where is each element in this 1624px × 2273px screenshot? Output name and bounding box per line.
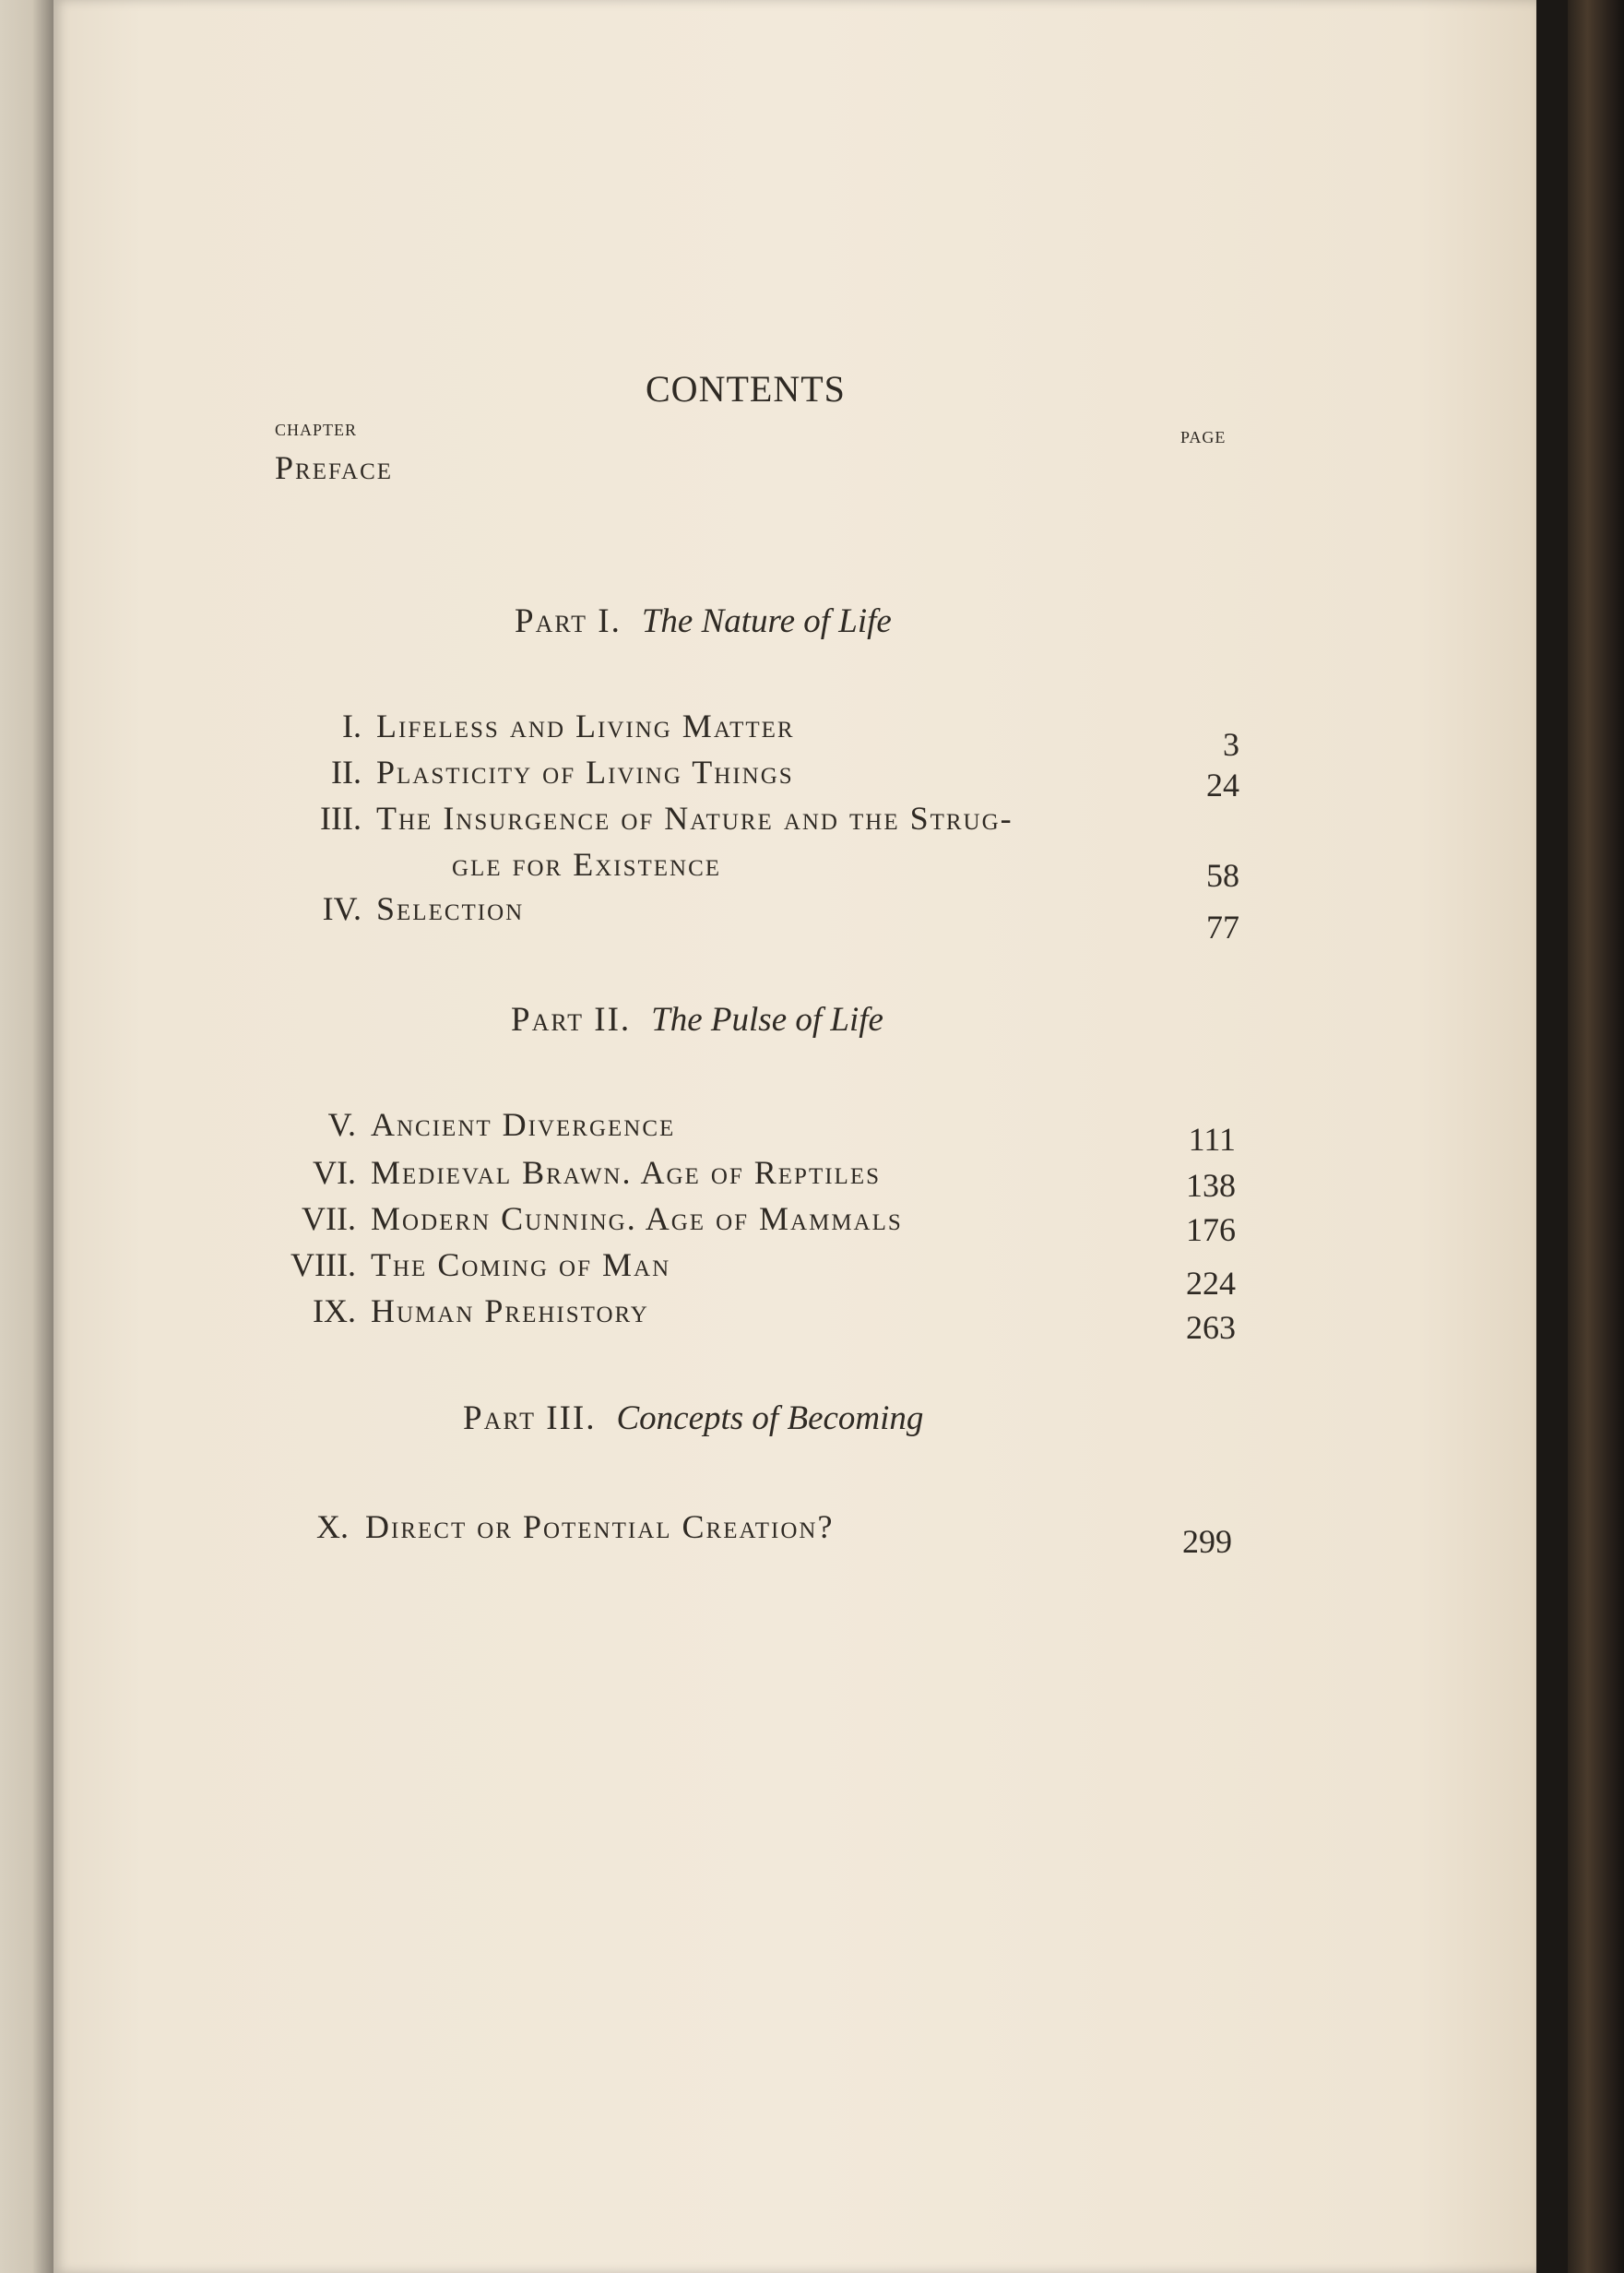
chapter-number: III.: [320, 800, 362, 837]
chapter-title: Medieval Brawn. Age of Reptiles: [371, 1154, 882, 1191]
part-label: Part I.: [515, 602, 622, 640]
chapter-page: 3: [1223, 726, 1239, 763]
chapter-number: VI.: [313, 1154, 356, 1191]
chapter-number: VIII.: [290, 1246, 356, 1283]
book-cover-edge: [1568, 0, 1624, 2273]
preface-entry: Preface: [275, 449, 394, 486]
chapter-page: 24: [1206, 767, 1239, 803]
part-title: The Pulse of Life: [651, 1001, 883, 1039]
chapter-page: 111: [1188, 1121, 1236, 1158]
part-heading-2: [511, 1000, 883, 1040]
chapter-page: 176: [1186, 1211, 1236, 1248]
chapter-number: II.: [331, 754, 362, 791]
chapter-title: Lifeless and Living Matter: [376, 708, 795, 744]
chapter-column-label: CHAPTER: [275, 421, 358, 439]
chapter-number: IX.: [313, 1292, 356, 1329]
contents-page: [53, 0, 1536, 2273]
chapter-title: The Coming of Man: [371, 1246, 671, 1283]
chapter-page: 58: [1206, 857, 1239, 894]
chapter-number: IV.: [322, 890, 362, 927]
chapter-number: X.: [316, 1508, 349, 1545]
chapter-title: Modern Cunning. Age of Mammals: [371, 1200, 903, 1237]
part-title: Concepts of Becoming: [616, 1399, 924, 1437]
chapter-page: 263: [1186, 1309, 1236, 1346]
chapter-title: Direct or Potential Creation?: [365, 1508, 835, 1545]
part-title: The Nature of Life: [641, 602, 892, 640]
part-label: Part III.: [463, 1399, 597, 1437]
chapter-number: I.: [342, 708, 362, 744]
chapter-number: VII.: [302, 1200, 356, 1237]
chapter-title: Plasticity of Living Things: [376, 754, 794, 791]
chapter-title-continued: gle for Existence: [452, 846, 722, 883]
part-heading-3: [463, 1398, 923, 1438]
facing-page-edge: [0, 0, 53, 2273]
part-heading-1: [515, 601, 892, 641]
page-column-label: PAGE: [1180, 428, 1227, 446]
chapter-title: The Insurgence of Nature and the Strug-: [376, 800, 1014, 837]
chapter-title: Human Prehistory: [371, 1292, 649, 1329]
chapter-page: 77: [1206, 909, 1239, 946]
chapter-page: 299: [1182, 1523, 1232, 1560]
chapter-number: V.: [327, 1106, 356, 1143]
chapter-page: 138: [1186, 1167, 1236, 1204]
chapter-title: Selection: [376, 890, 525, 927]
page-title: CONTENTS: [646, 368, 846, 410]
chapter-title: Ancient Divergence: [371, 1106, 676, 1143]
chapter-page: 224: [1186, 1265, 1236, 1302]
part-label: Part II.: [511, 1001, 632, 1039]
